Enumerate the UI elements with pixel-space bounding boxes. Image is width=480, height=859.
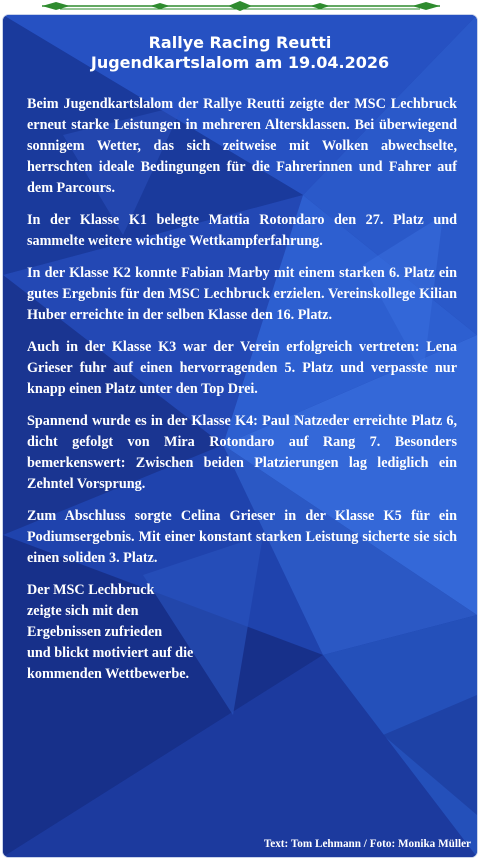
paragraph-k1: In der Klasse K1 belegte Mattia Rotondaro den 27. Platz und sammelte weitere wichtige Wettkampferfahrung. xyxy=(27,212,457,249)
paragraph-intro: Beim Jugendkartslalom der Rallye Reutti zeigte der MSC Lechbruck erneut starke Leistungen in mehreren Altersklassen. Bei überwiegend sonnigem Wetter, das sich zeitweise mit Wolken abwechselte, herrschten ideale Bedingungen für die Fahrerinnen und Fahrer auf dem Parcours. xyxy=(27,96,457,196)
article-body xyxy=(27,94,457,685)
article-card xyxy=(3,15,477,857)
closing-line: Der MSC Lechbruck xyxy=(27,582,155,598)
paragraph-closing xyxy=(27,580,227,685)
title-line-1: Rallye Racing Reutti xyxy=(148,33,332,52)
closing-line: Ergebnissen zufrieden xyxy=(27,624,163,640)
closing-line: kommenden Wettbewerbe. xyxy=(27,666,190,682)
top-ornament xyxy=(0,0,480,14)
paragraph-k2: In der Klasse K2 konnte Fabian Marby mit einem starken 6. Platz ein gutes Ergebnis für den MSC Lechbruck erzielen. Vereinskollege Kilian Huber erreichte in der selben Klasse den 16. Platz. xyxy=(27,265,457,323)
photo-credits: Text: Tom Lehmann / Foto: Monika Müller xyxy=(263,838,471,850)
title-line-2: Jugendkartslalom am 19.04.2026 xyxy=(90,53,390,72)
paragraph-k5: Zum Abschluss sorgte Celina Grieser in der Klasse K5 für ein Podiumsergebnis. Mit einer konstant starken Leistung sicherte sie sich einen soliden 3. Platz. xyxy=(27,508,457,566)
closing-line: und blickt motiviert auf die xyxy=(27,645,194,661)
page-title xyxy=(23,33,457,73)
closing-line: zeigte sich mit den xyxy=(27,603,139,619)
paragraph-k3: Auch in der Klasse K3 war der Verein erfolgreich vertreten: Lena Grieser fuhr auf einen hervorragenden 5. Platz und verpasste nur knapp einen Platz unter den Top Drei. xyxy=(27,339,457,397)
paragraph-k4: Spannend wurde es in der Klasse K4: Paul Natzeder erreichte Platz 6, dicht gefolgt von Mira Rotondaro auf Rang 7. Besonders bemerkenswert: Zwischen beiden Platzierungen lag lediglich ein Zehntel Vorsprung. xyxy=(27,413,457,492)
